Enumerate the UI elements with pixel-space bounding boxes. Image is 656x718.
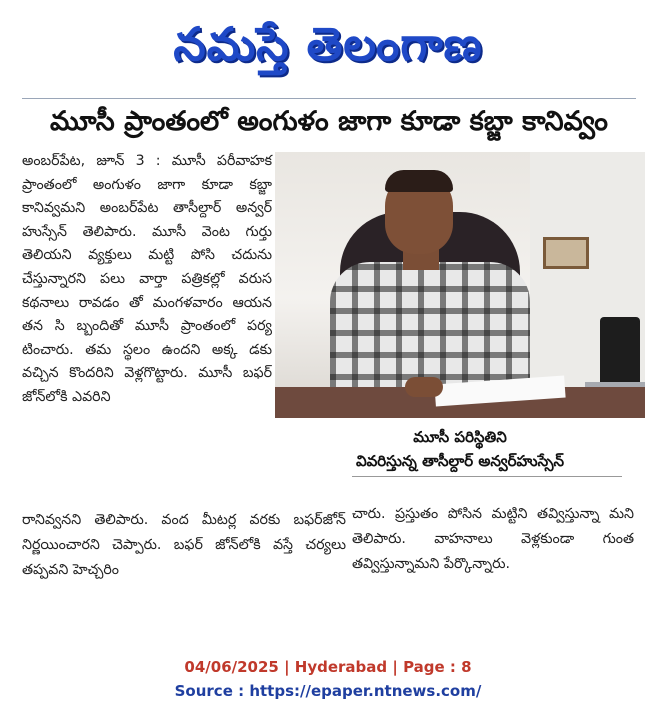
article-body-column-2 xyxy=(352,502,634,577)
article-body-column-1-bottom xyxy=(22,508,346,583)
source-link[interactable]: Source : https://epaper.ntnews.com/ xyxy=(174,682,482,700)
newspaper-logo: నమస్తే తెలంగాణ xyxy=(173,17,483,71)
photo-frame xyxy=(543,237,589,269)
masthead xyxy=(0,8,656,80)
photo-person-hair xyxy=(385,170,453,192)
headline-box xyxy=(22,98,636,145)
edition-info: 04/06/2025 | Hyderabad | Page : 8 xyxy=(184,658,472,676)
page-footer xyxy=(0,655,656,703)
photo-phone xyxy=(600,317,640,387)
article-headline: మూసీ ప్రాంతంలో అంగుళం జాగా కూడా కబ్జా కానివ్వం xyxy=(49,106,608,137)
photo-caption-line-2: వివరిస్తున్న తాసీల్దార్ అన్వర్‌హుస్సేన్ xyxy=(355,452,565,470)
article-paragraph: రానివ్వనని తెలిపారు. వంద మీటర్ల వరకు బఫర్‌జోన్ నిర్ణయించారని చెప్పారు. బఫర్ జోన్‌లోకి వస్తే చర్యలు తప్పవని హెచ్చరిం xyxy=(22,512,346,578)
article-paragraph: అంబర్‌పేట, జూన్ 3 : మూసీ పరీవాహక ప్రాంతంలో అంగుళం జాగా కూడా కబ్జా కానివ్వమని అంబర్‌పేట తాసీల్దార్ అన్వర్ హుస్సేన్ తెలిపారు. మూసీ వెంట గుర్తు తెలియని వ్యక్తులు మట్టి పోసి చదును చేస్తున్నారని పలు వార్తా పత్రికల్లో వరుస కథనాలు రావడం తో మంగళవారం ఆయన తన సి బ్బందితో మూసీ ప్రాంతంలో పర్య టించారు. తమ స్థలం ఉందని అక్క డకు వచ్చిన కొందరిని వెళ్లగొట్టారు. మూసీ బఫర్ జోన్‌లోకి ఎవరిని xyxy=(22,153,272,405)
photo-caption-line-1: మూసీ పరిస్థితిని xyxy=(413,428,507,446)
caption-divider xyxy=(352,476,622,477)
photo-person-hand xyxy=(405,377,443,397)
article-paragraph: చారు. ప్రస్తుతం పోసిన మట్టిని తవ్విస్తున్నా మని తెలిపారు. వాహనాలు వెళ్లకుండా గుంత తవ్విస్తున్నామని పేర్కొన్నారు. xyxy=(352,506,634,572)
article-photo xyxy=(275,152,645,418)
article-body-column-1 xyxy=(22,150,272,410)
